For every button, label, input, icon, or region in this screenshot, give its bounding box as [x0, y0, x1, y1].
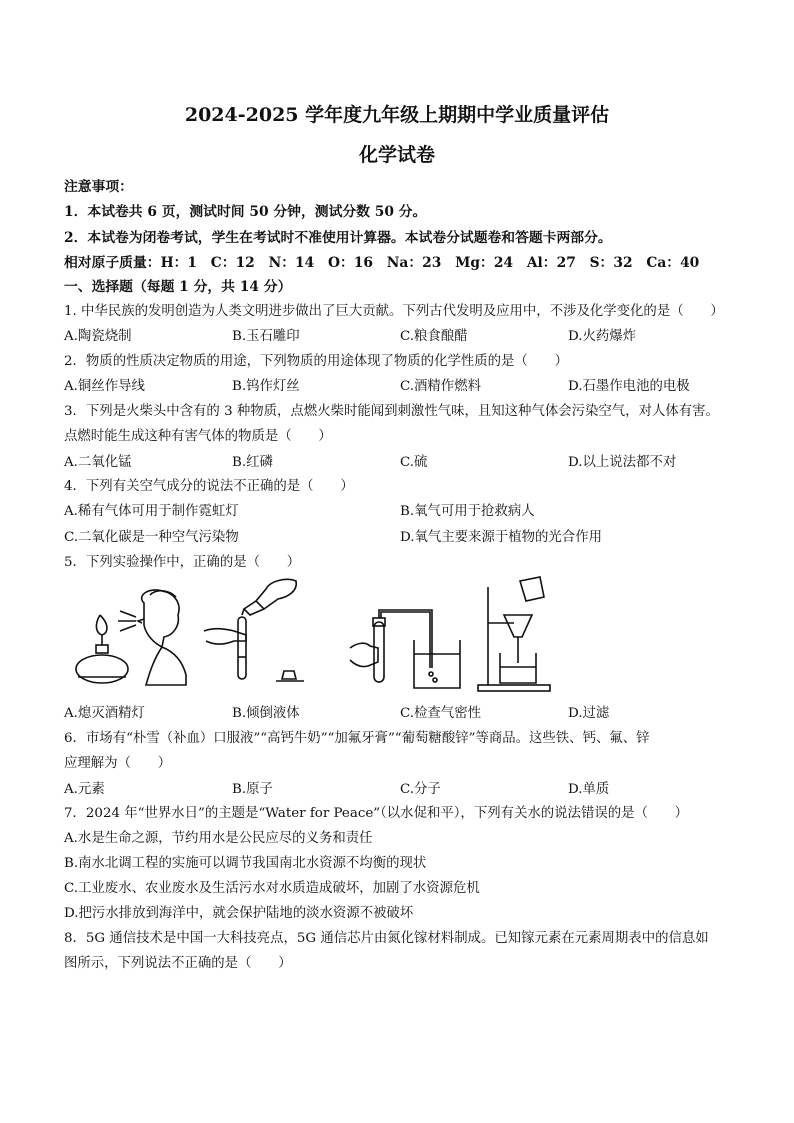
q1-option-a: A.陶瓷烧制 [64, 329, 132, 344]
question-3-stem-line2: 点燃时能生成这种有害气体的物质是（ ） [64, 429, 332, 444]
exam-subtitle: 化学试卷 [358, 144, 435, 166]
atomic-mass-line: 相对原子质量：H：1 C：12 N：14 O：16 Na：23 Mg：24 Al：27 S：32 Ca：40 [64, 255, 700, 271]
pouring-liquid-illustration [200, 575, 310, 695]
q7-option-a: A.水是生命之源，节约用水是公民应尽的义务和责任 [64, 831, 373, 846]
section-heading: 一、选择题（每题 1 分，共 14 分） [64, 279, 292, 295]
q3-option-b: B.红磷 [232, 455, 273, 470]
question-8-stem-line1: 8．5G 通信技术是中国一大科技亮点，5G 通信芯片由氮化镓材料制成。已知镓元素在元素周期表中的信息如 [64, 931, 709, 946]
q1-option-d: D.火药爆炸 [568, 329, 637, 344]
question-1-stem: 1. 中华民族的发明创造为人类文明进步做出了巨大贡献。下列古代发明及应用中，不涉及化学变化的是（ ） [64, 304, 724, 319]
q3-option-d: D.以上说法都不对 [568, 455, 677, 470]
q1-option-c: C.粮食酿醋 [400, 329, 468, 344]
question-5-stem: 5．下列实验操作中，正确的是（ ） [64, 555, 301, 570]
question-3-stem-line1: 3．下列是火柴头中含有的 3 种物质，点燃火柴时能闻到刺激性气味，且知这种气体会污染空气，对人体有害。 [64, 404, 719, 419]
q5-option-b: B.倾倒液体 [232, 706, 300, 721]
q4-option-c: C.二氧化碳是一种空气污染物 [64, 530, 239, 545]
q2-option-a: A.铜丝作导线 [64, 379, 145, 394]
question-6-stem-line1: 6．市场有“朴雪（补血）口服液”“高钙牛奶”“加氟牙膏”“葡萄糖酸锌”等商品。这些铁、钙、氟、锌 [64, 731, 650, 746]
q4-option-b: B.氧气可用于抢救病人 [400, 504, 535, 519]
question-2-stem: 2．物质的性质决定物质的用途，下列物质的用途体现了物质的化学性质的是（ ） [64, 354, 568, 369]
q4-option-a: A.稀有气体可用于制作霓虹灯 [64, 504, 239, 519]
question-6-stem-line2: 应理解为（ ） [64, 756, 172, 771]
question-8-stem-line2: 图所示，下列说法不正确的是（ ） [64, 956, 292, 971]
q5-option-a: A.熄灭酒精灯 [64, 706, 145, 721]
filtration-illustration [474, 573, 554, 695]
q6-option-b: B.原子 [232, 782, 273, 797]
question-4-stem: 4．下列有关空气成分的说法不正确的是（ ） [64, 479, 354, 494]
q6-option-d: D.单质 [568, 782, 610, 797]
q2-option-b: B.钨作灯丝 [232, 379, 300, 394]
q7-option-d: D.把污水排放到海洋中，就会保护陆地的淡水资源不被破坏 [64, 906, 414, 921]
alcohol-lamp-illustration [66, 585, 196, 695]
notes-heading: 注意事项： [64, 179, 133, 195]
q7-option-b: B.南水北调工程的实施可以调节我国南北水资源不均衡的现状 [64, 856, 427, 871]
q3-option-c: C.硫 [400, 455, 428, 470]
exam-title: 2024-2025 学年度九年级上期期中学业质量评估 [184, 104, 610, 126]
q2-option-d: D.石墨作电池的电极 [568, 379, 690, 394]
q6-option-c: C.分子 [400, 782, 441, 797]
airtightness-check-illustration [348, 608, 468, 693]
q1-option-b: B.玉石雕印 [232, 329, 300, 344]
q3-option-a: A.二氧化锰 [64, 455, 132, 470]
q2-option-c: C.酒精作燃料 [400, 379, 481, 394]
q6-option-a: A.元素 [64, 782, 105, 797]
q4-option-d: D.氧气主要来源于植物的光合作用 [400, 530, 602, 545]
q7-option-c: C.工业废水、农业废水及生活污水对水质造成破坏，加剧了水资源危机 [64, 881, 480, 896]
q5-option-c: C.检查气密性 [400, 706, 481, 721]
notes-item-1: 1．本试卷共 6 页，测试时间 50 分钟，测试分数 50 分。 [64, 204, 427, 220]
notes-item-2: 2．本试卷为闭卷考试，学生在考试时不准使用计算器。本试卷分试题卷和答题卡两部分。 [64, 230, 612, 246]
q5-option-d: D.过滤 [568, 706, 610, 721]
question-7-stem: 7．2024 年“世界水日”的主题是“Water for Peace”（以水促和平），下列有关水的说法错误的是（ ） [64, 806, 689, 821]
